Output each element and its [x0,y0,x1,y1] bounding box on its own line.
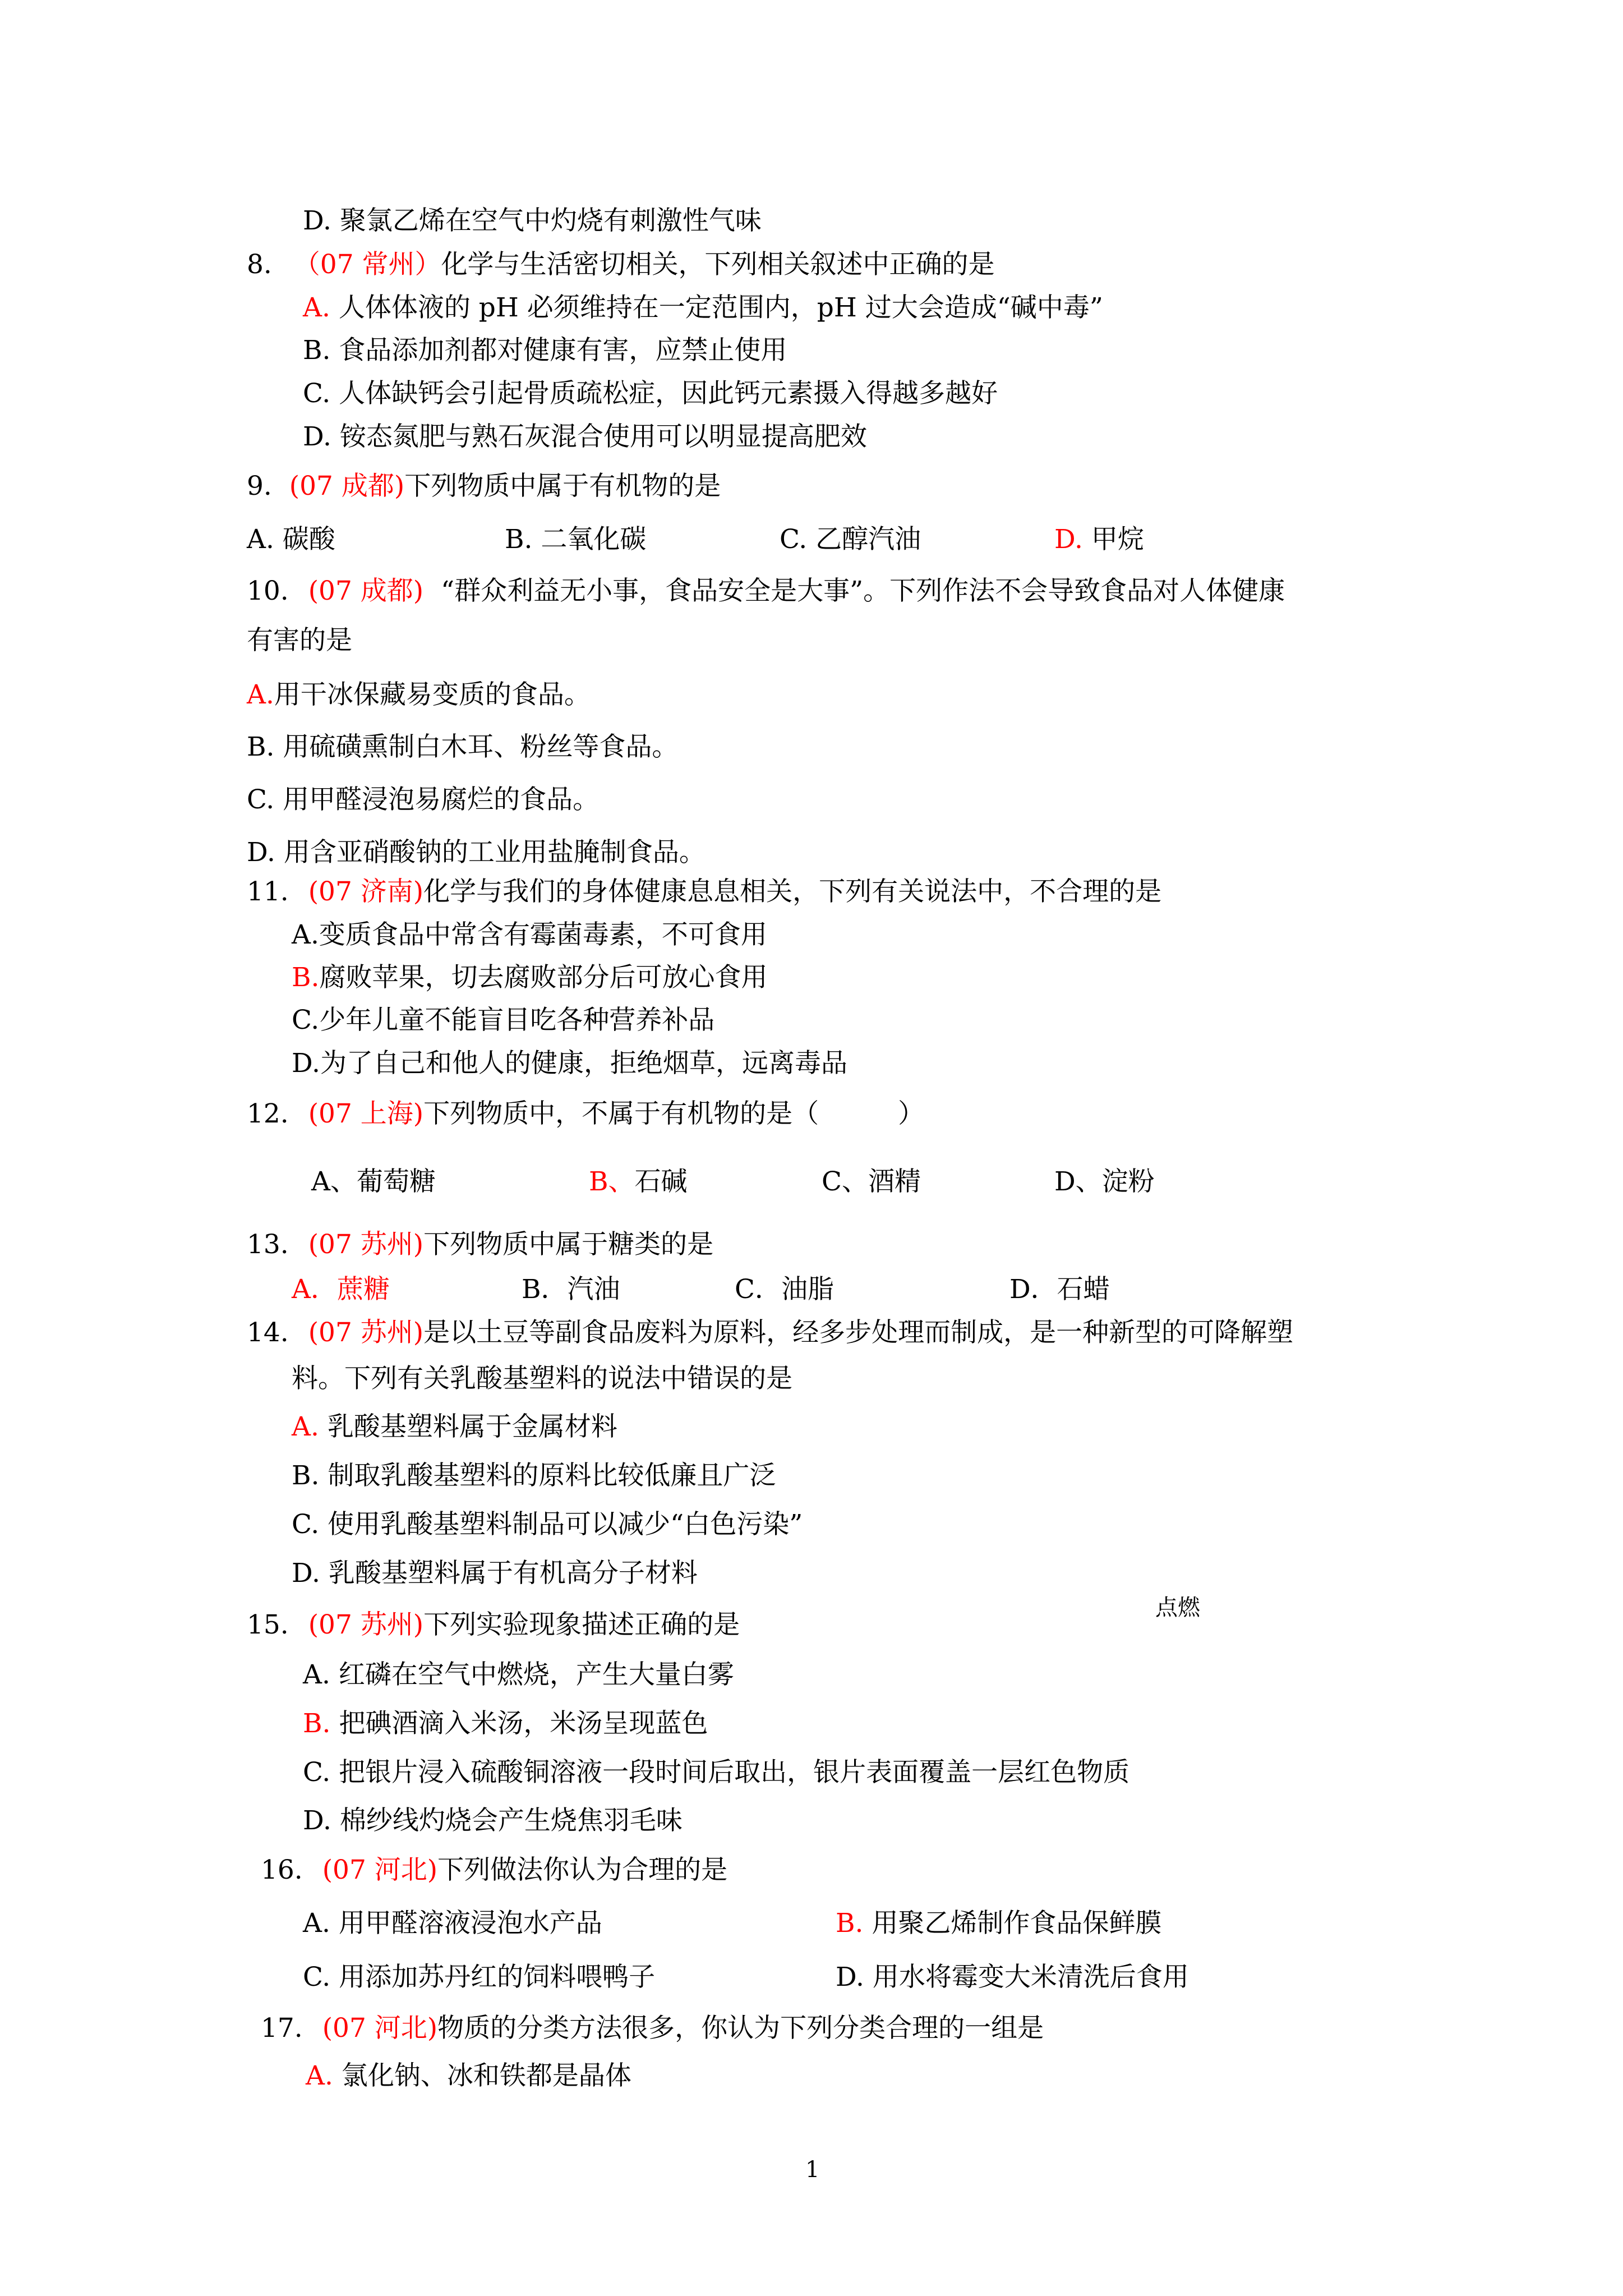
q13-option-a: A．蔗糖 [292,1274,390,1305]
question-number: 14. [247,1317,289,1348]
q12-option-a: A、葡萄糖 [311,1166,436,1197]
q9-option-d: D. 甲烷 [1054,524,1144,555]
answer-label: A. [292,1411,319,1442]
q10-option-c: C. 用甲醛浸泡易腐烂的食品。 [247,784,600,815]
answer-label: B. [836,1908,864,1939]
answer-label: A. [303,292,330,323]
q14-option-c: C. 使用乳酸基塑料制品可以减少“白色污染” [292,1509,803,1540]
q15-option-d: D. 棉纱线灼烧会产生烧焦羽毛味 [303,1805,683,1836]
ignite-note: 点燃 [1155,1595,1200,1621]
question-source: （07 常州） [293,249,441,280]
question-stem: 是以土豆等副食品废料为原料，经多步处理而制成，是一种新型的可降解塑 [423,1317,1294,1348]
answer-label: D. [1054,524,1083,555]
question-stem: “群众利益无小事，食品安全是大事”。下列作法不会导致食品对人体健康 [441,576,1285,606]
q7-option-d: D. 聚氯乙烯在空气中灼烧有刺激性气味 [303,205,762,236]
q13-option-b: B．汽油 [522,1274,620,1305]
question-stem: 下列做法你认为合理的是 [437,1855,728,1885]
question-source: (07 苏州) [308,1229,424,1260]
question-number: 8. [247,249,272,280]
question-number: 9. [247,471,272,501]
question-15 [247,1609,740,1640]
answer-label: A. [247,679,274,710]
question-stem: 下列实验现象描述正确的是 [423,1609,740,1640]
question-10 [247,578,1285,604]
q16-option-d: D. 用水将霉变大米清洗后食用 [836,1962,1189,1993]
q14-option-b: B. 制取乳酸基塑料的原料比较低廉且广泛 [292,1460,776,1491]
question-source: (07 河北) [322,1855,438,1885]
answer-label: B. [292,962,320,993]
question-stem: 下列物质中属于糖类的是 [423,1229,714,1260]
question-12 [247,1098,925,1129]
question-source: (07 苏州) [308,1317,424,1348]
question-14-stem-cont: 料。下列有关乳酸基塑料的说法中错误的是 [292,1363,792,1394]
question-number: 17. [261,2013,303,2044]
q8-option-d: D. 铵态氮肥与熟石灰混合使用可以明显提高肥效 [303,421,867,452]
question-11 [247,878,1161,905]
page-number: 1 [805,2157,820,2183]
q12-option-b: B、石碱 [589,1166,688,1197]
q10-option-d: D. 用含亚硝酸钠的工业用盐腌制食品。 [247,837,706,868]
question-8 [247,251,995,278]
question-stem: 化学与我们的身体健康息息相关，下列有关说法中，不合理的是 [423,876,1162,907]
q14-option-d: D. 乳酸基塑料属于有机高分子材料 [292,1558,698,1589]
question-14 [247,1319,1293,1346]
q17-option-a: A. 氯化钠、冰和铁都是晶体 [306,2060,631,2091]
q10-option-b: B. 用硫磺熏制白木耳、粉丝等食品。 [247,731,679,762]
q8-option-a: A. 人体体液的 pH 必须维持在一定范围内，pH 过大会造成“碱中毒” [303,292,1103,323]
q12-option-d: D、淀粉 [1054,1166,1155,1197]
answer-label: B、 [589,1166,635,1197]
question-number: 13. [247,1229,289,1260]
q15-option-b: B. 把碘酒滴入米汤，米汤呈现蓝色 [303,1708,708,1739]
q11-option-a: A.变质食品中常含有霉菌毒素，不可食用 [292,919,767,950]
question-source: (07 成都) [289,471,405,501]
q16-option-a: A. 用甲醛溶液浸泡水产品 [303,1908,602,1939]
q13-option-d: D．石蜡 [1009,1274,1110,1305]
q16-option-b: B. 用聚乙烯制作食品保鲜膜 [836,1908,1162,1939]
answer-label: B. [303,1708,331,1739]
question-9 [247,473,721,499]
question-stem: 下列物质中属于有机物的是 [404,471,721,501]
question-source: (07 上海) [308,1098,424,1129]
question-number: 15. [247,1609,289,1640]
question-source: (07 苏州) [308,1609,424,1640]
question-16 [261,1857,727,1883]
question-source: (07 河北) [322,2013,438,2044]
q10-option-a: A.用干冰保藏易变质的食品。 [247,679,591,710]
q12-option-c: C、酒精 [822,1166,921,1197]
question-source: (07 成都) [308,576,424,606]
q8-option-b: B. 食品添加剂都对健康有害，应禁止使用 [303,335,787,366]
q15-option-a: A. 红磷在空气中燃烧，产生大量白雾 [303,1659,734,1690]
q15-option-c: C. 把银片浸入硫酸铜溶液一段时间后取出，银片表面覆盖一层红色物质 [303,1757,1130,1788]
question-number: 10. [247,576,289,606]
question-stem: 物质的分类方法很多，你认为下列分类合理的一组是 [437,2013,1044,2044]
q11-option-b: B.腐败苹果，切去腐败部分后可放心食用 [292,962,768,993]
question-stem: 化学与生活密切相关，下列相关叙述中正确的是 [441,249,995,280]
q9-option-b: B. 二氧化碳 [505,524,647,555]
q14-option-a: A. 乳酸基塑料属于金属材料 [292,1411,617,1442]
question-number: 12. [247,1098,289,1129]
q8-option-c: C. 人体缺钙会引起骨质疏松症，因此钙元素摄入得越多越好 [303,378,998,409]
question-number: 11. [247,876,289,907]
question-stem: 下列物质中，不属于有机物的是（ ） [423,1098,925,1129]
q9-option-c: C. 乙醇汽油 [780,524,921,555]
question-10-stem-cont: 有害的是 [247,625,352,656]
question-source: (07 济南) [308,876,424,907]
q13-option-c: C．油脂 [735,1274,834,1305]
answer-label: A. [306,2060,333,2091]
question-17 [261,2013,1044,2044]
q9-option-a: A. 碳酸 [247,524,335,555]
q11-option-c: C.少年儿童不能盲目吃各种营养补品 [292,1005,715,1036]
question-number: 16. [261,1855,303,1885]
question-13 [247,1231,713,1258]
q11-option-d: D.为了自己和他人的健康，拒绝烟草，远离毒品 [292,1048,847,1079]
q16-option-c: C. 用添加苏丹红的饲料喂鸭子 [303,1962,656,1993]
